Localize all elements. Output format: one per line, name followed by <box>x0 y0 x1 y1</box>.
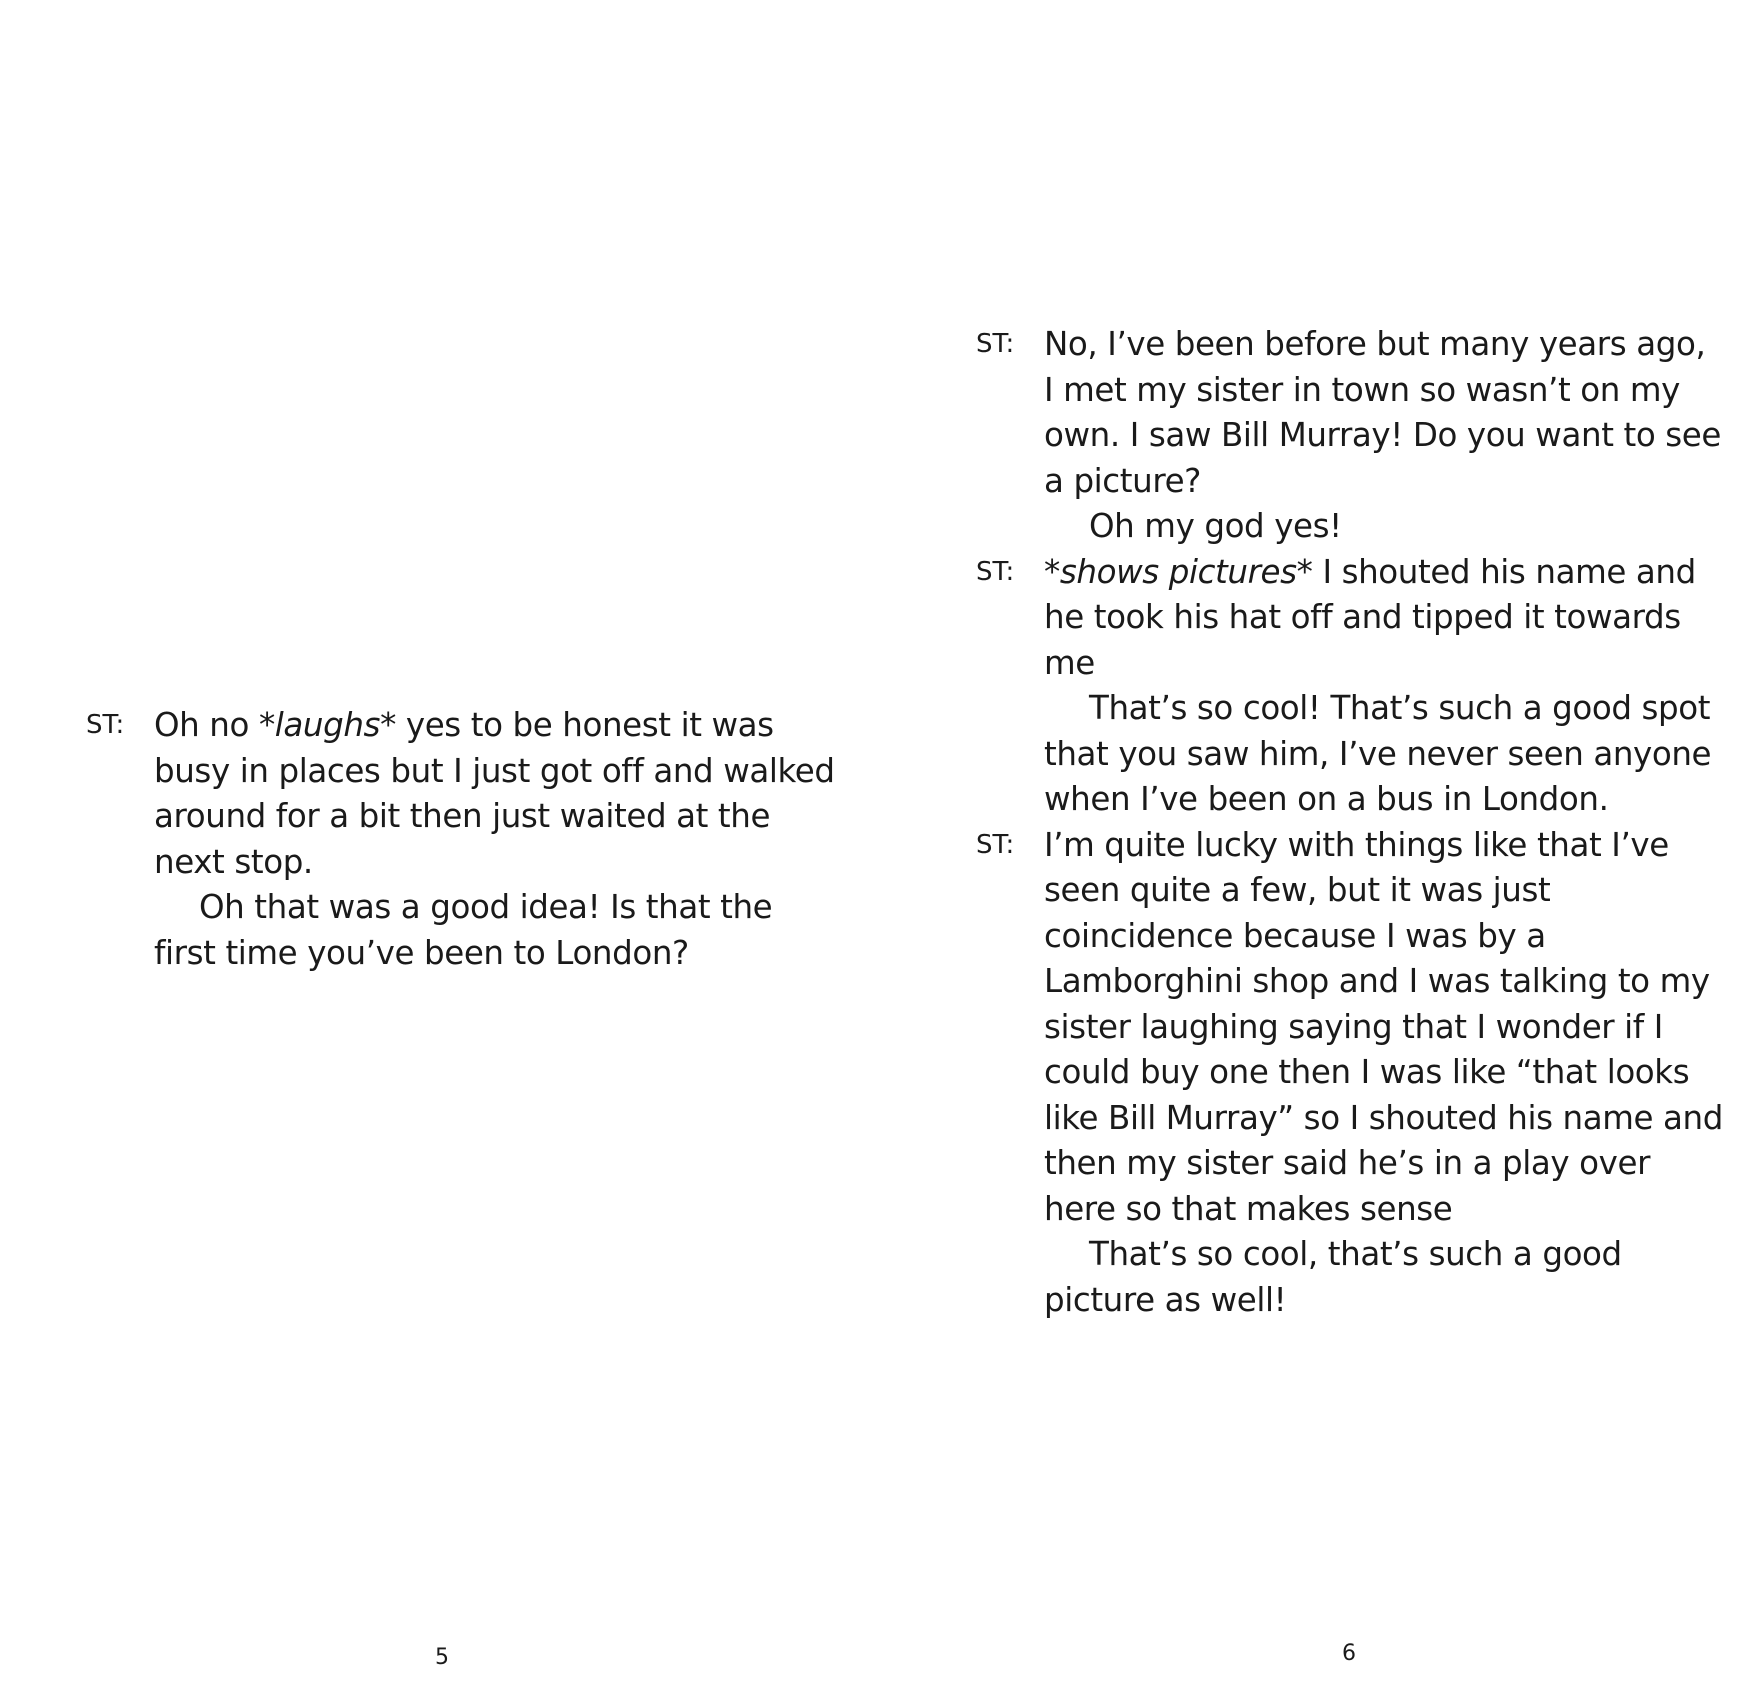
right-page-text <box>976 322 1736 1323</box>
interviewer-reply: Oh my god yes! <box>1089 507 1342 545</box>
speaker-label: ST: <box>86 710 125 740</box>
speech-text: I shouted his name and he took his hat off and tipped it towards me <box>1044 552 1696 682</box>
speaker-text <box>1044 550 1724 687</box>
speaker-label: ST: <box>976 329 1015 359</box>
right-page <box>882 0 1764 1694</box>
interviewer-reply: Oh that was a good idea! Is that the first time you’ve been to London? <box>154 888 773 972</box>
stage-direction: *shows pictures* <box>1044 552 1313 591</box>
speaker-text <box>154 703 844 885</box>
left-page-text <box>86 703 846 976</box>
interviewer-reply: That’s so cool! That’s such a good spot that you saw him, I’ve never seen anyone when I’ve been on a bus in London. <box>1044 689 1712 818</box>
speaker-entry <box>86 703 846 885</box>
page-number: 6 <box>1342 1641 1356 1666</box>
speaker-label: ST: <box>976 829 1015 860</box>
page-number: 5 <box>435 1645 449 1670</box>
speaker-text: I’m quite lucky with things like that I’ve seen quite a few, but it was just coincidence because I was by a Lamborghini shop and I was talking to my sister laughing saying that I wonder if I could buy one then I was like “that looks like Bill Murray” so I shouted his name and then my sister said he’s in a play over here so that makes sense <box>1044 825 1723 1228</box>
speaker-entry <box>976 322 1736 504</box>
stage-direction: *laughs* <box>258 706 396 744</box>
interviewer-reply: That’s so cool, that’s such a good picture as well! <box>1044 1235 1622 1319</box>
speaker-entry <box>976 550 1736 687</box>
speech-text: Oh no <box>154 706 259 744</box>
speaker-text: No, I’ve been before but many years ago, I met my sister in town so wasn’t on my own. I saw Bill Murray! Do you want to see a picture? <box>1044 325 1721 500</box>
speech-text: yes to be honest it was busy in places but I just got off and walked around for a bit then just waited at the next stop. <box>154 706 835 881</box>
speaker-entry <box>976 823 1736 1233</box>
speaker-label: ST: <box>976 556 1015 587</box>
